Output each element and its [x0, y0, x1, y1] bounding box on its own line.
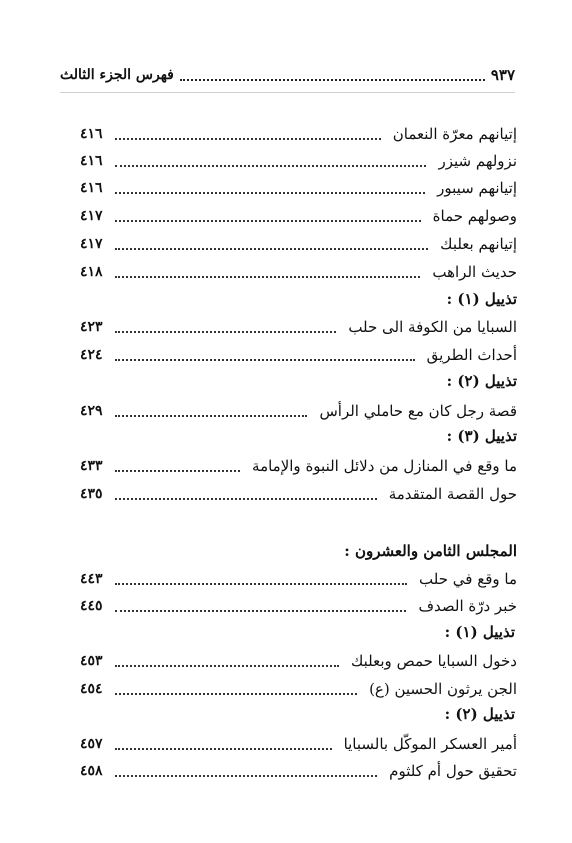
dot-leader [115, 573, 407, 585]
page-header [60, 62, 515, 88]
dot-leader [115, 321, 337, 333]
toc-entry [80, 650, 517, 672]
entry-page: ٤١٦ [80, 153, 103, 169]
entry-title: حديث الراهب [432, 263, 517, 281]
dot-leader [115, 655, 339, 667]
entry-page: ٤٥٨ [80, 763, 103, 779]
dot-leader [115, 266, 421, 278]
section-heading: تذييل (٣) : [446, 427, 517, 445]
section-heading: تذييل (٢) : [446, 372, 517, 390]
entry-title: إتيانهم سيبور [437, 179, 517, 197]
running-title: فهرس الجزء الثالث [60, 67, 174, 83]
section-heading: تذييل (١) : [446, 290, 517, 308]
entry-title: وصولهم حماة [432, 207, 517, 225]
entry-title: تحقيق حول أم كلثوم [389, 762, 517, 780]
toc-entry [80, 150, 517, 172]
entry-page: ٤١٧ [80, 236, 103, 252]
toc-entry [80, 678, 517, 700]
toc-entry [80, 177, 517, 199]
entry-title: إتيانهم معرّة النعمان [392, 125, 517, 143]
dot-leader [115, 155, 427, 167]
entry-title: دخول السبايا حمص وبعلبك [351, 652, 517, 670]
dot-leader [115, 765, 378, 777]
toc-entry [80, 233, 517, 255]
toc-entry [80, 316, 517, 338]
entry-page: ٤١٦ [80, 180, 103, 196]
entry-title: حول القصة المتقدمة [388, 485, 517, 503]
dot-leader [115, 600, 407, 612]
entry-title: أحداث الطريق [426, 346, 517, 364]
toc-entry [80, 760, 517, 782]
header-rule [60, 92, 515, 93]
dot-leader [115, 238, 429, 250]
entry-title: ما وقع في حلب [419, 570, 517, 588]
toc-entry [80, 400, 517, 422]
toc-entry [80, 455, 517, 477]
toc-entry [80, 595, 517, 617]
section-heading: تذييل (١) : [444, 623, 515, 641]
entry-page: ٤٥٤ [80, 681, 103, 697]
dot-leader [115, 460, 240, 472]
header-leader [180, 69, 485, 81]
entry-page: ٤١٧ [80, 208, 103, 224]
entry-page: ٤٤٥ [80, 598, 103, 614]
entry-page: ٤٣٣ [80, 458, 103, 474]
toc-entry [80, 568, 517, 590]
dot-leader [115, 488, 377, 500]
entry-page: ٤٢٤ [80, 347, 103, 363]
toc-entry [80, 205, 517, 227]
entry-page: ٤٥٣ [80, 653, 103, 669]
toc-entry [80, 733, 517, 755]
entry-title: السبايا من الكوفة الى حلب [348, 318, 517, 336]
toc-entry [80, 123, 517, 145]
majlis-heading: المجلس الثامن والعشرون : [344, 542, 517, 560]
entry-title: إتيانهم بعلبك [440, 235, 517, 253]
entry-page: ٤٤٣ [80, 571, 103, 587]
entry-page: ٤٢٩ [80, 403, 103, 419]
entry-title: نزولهم شيزر [438, 152, 517, 170]
entry-title: أمير العسكر الموكّل بالسبايا [343, 735, 517, 753]
entry-page: ٤٢٣ [80, 319, 103, 335]
dot-leader [115, 182, 426, 194]
entry-title: ما وقع في المنازل من دلائل النبوة والإمامة [252, 457, 517, 475]
section-heading: تذييل (٢) : [444, 705, 515, 723]
dot-leader [115, 683, 358, 695]
entry-page: ٤٥٧ [80, 736, 103, 752]
entry-page: ٤١٨ [80, 264, 103, 280]
entry-title: قصة رجل كان مع حاملي الرأس [319, 402, 517, 420]
dot-leader [115, 128, 381, 140]
dot-leader [115, 405, 308, 417]
page-number: ٩٣٧ [490, 66, 515, 84]
entry-title: خبر درّة الصدف [418, 597, 517, 615]
toc-entry [80, 483, 517, 505]
dot-leader [115, 210, 421, 222]
dot-leader [115, 349, 415, 361]
toc-entry [80, 261, 517, 283]
toc-entry [80, 344, 517, 366]
entry-page: ٤٣٥ [80, 486, 103, 502]
dot-leader [115, 738, 332, 750]
entry-title: الجن يرثون الحسين (ع) [369, 680, 517, 698]
entry-page: ٤١٦ [80, 126, 103, 142]
